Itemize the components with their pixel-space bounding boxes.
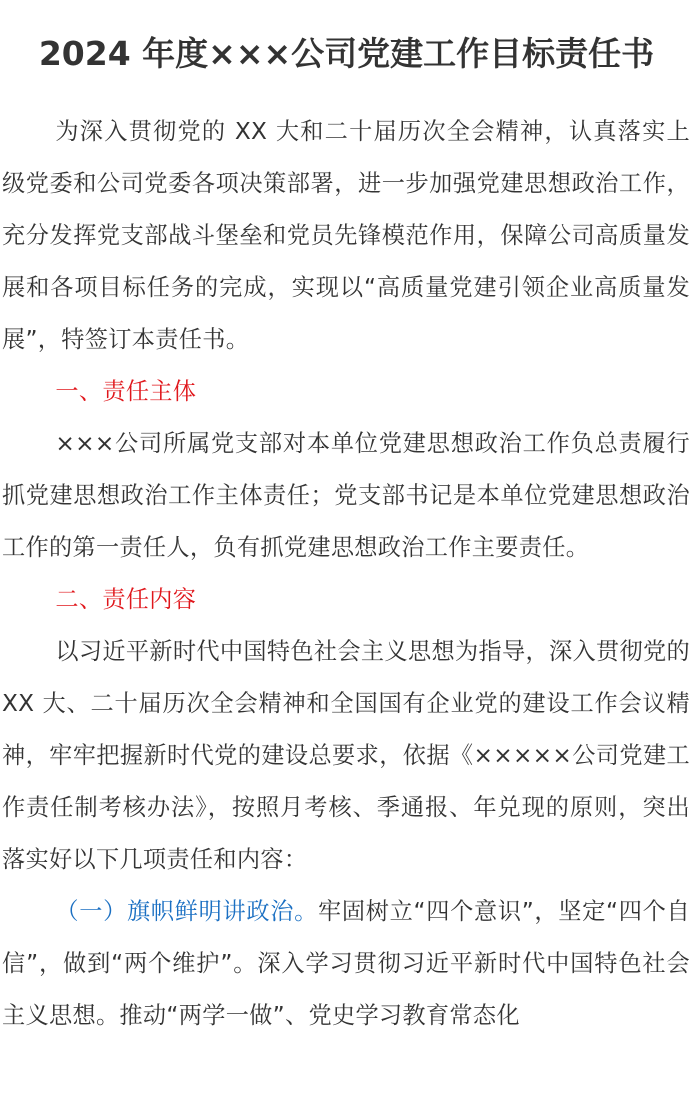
section-2-paragraph: 以习近平新时代中国特色社会主义思想为指导，深入贯彻党的 XX 大、二十届历次全会精神和全国国有企业党的建设工作会议精神，牢牢把握新时代党的建设总要求，依据《×××××公司党建工作责任制考核办法》，按照月考核、季通报、年兑现的原则，突出落实好以下几项责任和内容： bbox=[2, 638, 690, 873]
item-1-heading: （一）旗帜鲜明讲政治。 bbox=[55, 898, 318, 925]
item-1-paragraph bbox=[2, 886, 690, 1042]
item-1-text: 牢固树立“四个意识”，坚定“四个自信”，做到“两个维护”。深入学习贯彻习近平新时代中国特色社会主义思想。推动“两学一做”、党史学习教育常态化 bbox=[2, 898, 690, 1029]
section-2-heading-row bbox=[2, 574, 690, 626]
section-2-heading: 二、责任内容 bbox=[55, 586, 197, 613]
section-1-heading-row bbox=[2, 366, 690, 418]
section-1-heading: 一、责任主体 bbox=[55, 378, 197, 405]
document-title: 2024 年度×××公司党建工作目标责任书 bbox=[38, 34, 655, 73]
document-body bbox=[0, 106, 693, 1042]
section-1-paragraph: ×××公司所属党支部对本单位党建思想政治工作负总责履行抓党建思想政治工作主体责任；党支部书记是本单位党建思想政治工作的第一责任人，负有抓党建思想政治工作主要责任。 bbox=[2, 430, 690, 561]
intro-paragraph: 为深入贯彻党的 XX 大和二十届历次全会精神，认真落实上级党委和公司党委各项决策部署，进一步加强党建思想政治工作，充分发挥党支部战斗堡垒和党员先锋模范作用，保障公司高质量发展和各项目标任务的完成，实现以“高质量党建引领企业高质量发展”，特签订本责任书。 bbox=[2, 118, 690, 353]
